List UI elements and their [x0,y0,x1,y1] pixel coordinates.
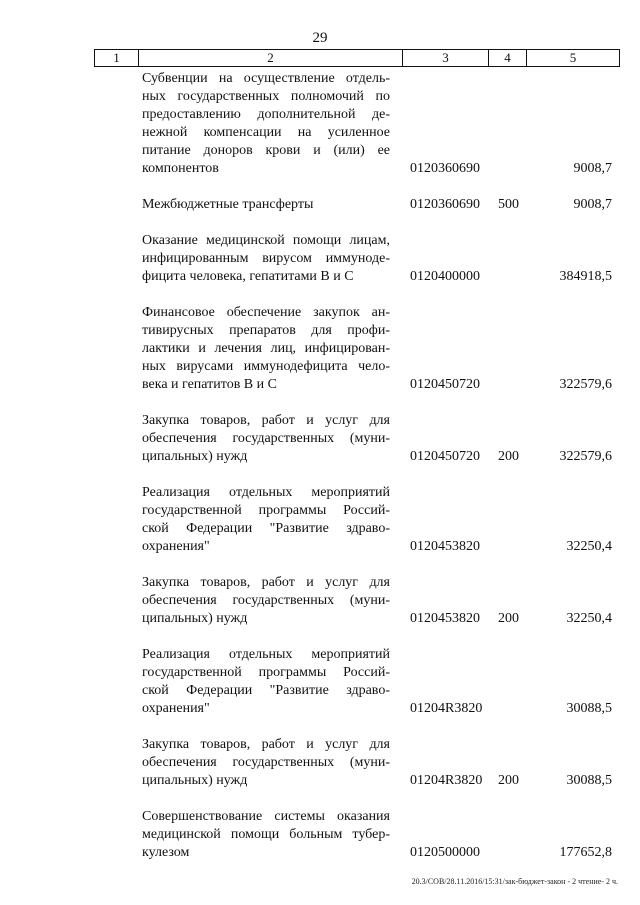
description-line: ской Федерации "Развитие здраво- [142,683,390,698]
row-description [142,304,390,394]
row-code: 0120450720 [410,377,480,392]
row-amount: 32250,4 [566,539,612,554]
row-description [142,574,390,628]
row-description [142,736,390,790]
row-amount: 322579,6 [559,377,612,392]
row-expense-type: 200 [498,611,519,626]
table-header [94,49,620,67]
row-expense-type: 500 [498,197,519,212]
row-description [142,232,390,286]
row-description [142,808,390,862]
description-line: тивирусных препаратов для профи- [142,323,390,338]
description-line: предоставлению дополнительной де- [142,107,390,122]
description-line: компонентов [142,161,219,176]
description-line: века и гепатитов В и С [142,377,277,392]
row-amount: 177652,8 [559,845,612,860]
row-code: 0120400000 [410,269,480,284]
row-amount: 30088,5 [566,701,612,716]
description-line: ных государственных полномочий по [142,89,390,104]
description-line: нежной компенсации на усиленное [142,125,390,140]
description-line: ных вирусами иммунодефицита чело- [142,359,390,374]
description-line: питание доноров крови и (или) ее [142,143,390,158]
row-amount: 9008,7 [573,197,612,212]
footer-note: 20.3/СОВ/28.11.2016/15:31/зак-бюджет-закон - 2 чтение- 2 ч. [411,877,618,886]
row-description [142,70,390,178]
description-line: Совершенствование системы оказания [142,809,390,824]
description-line: лактики и лечения лиц, инфицирован- [142,341,390,356]
description-line: охранения" [142,539,210,554]
description-line: обеспечения государственных (муни- [142,593,390,608]
row-expense-type: 200 [498,449,519,464]
description-line: Реализация отдельных мероприятий [142,647,390,662]
description-line: ципальных) нужд [142,449,248,464]
row-amount: 384918,5 [559,269,612,284]
description-line: Субвенции на осуществление отдель- [142,71,390,86]
row-description [142,484,390,556]
row-amount: 32250,4 [566,611,612,626]
row-amount: 322579,6 [559,449,612,464]
header-col-2: 2 [139,50,403,66]
description-line: обеспечения государственных (муни- [142,755,390,770]
description-line: Оказание медицинской помощи лицам, [142,233,390,248]
description-line: Закупка товаров, работ и услуг для [142,737,390,752]
description-line: кулезом [142,845,190,860]
row-expense-type: 200 [498,773,519,788]
header-col-5: 5 [569,50,577,65]
row-amount: 30088,5 [566,773,612,788]
row-code: 0120360690 [410,161,480,176]
row-description [142,646,390,718]
row-code: 01204R3820 [410,773,483,788]
row-code: 0120453820 [410,611,480,626]
description-line: Межбюджетные трансферты [142,197,314,212]
header-col-3: 3 [403,50,489,66]
row-code: 0120450720 [410,449,480,464]
description-line: медицинской помощи больным тубер- [142,827,390,842]
description-line: Реализация отдельных мероприятий [142,485,390,500]
header-col-1: 1 [95,50,139,66]
header-col-4: 4 [489,50,527,66]
description-line: Закупка товаров, работ и услуг для [142,413,390,428]
description-line: охранения" [142,701,210,716]
row-amount: 9008,7 [573,161,612,176]
description-line: инфицированным вирусом иммуноде- [142,251,390,266]
description-line: ской Федерации "Развитие здраво- [142,521,390,536]
description-line: обеспечения государственных (муни- [142,431,390,446]
page-number: 29 [312,30,328,46]
row-code: 01204R3820 [410,701,483,716]
row-description [142,196,390,214]
row-code: 0120500000 [410,845,480,860]
row-description [142,412,390,466]
description-line: государственной программы Россий- [142,503,390,518]
description-line: фицита человека, гепатитами В и С [142,269,354,284]
description-line: Финансовое обеспечение закупок ан- [142,305,390,320]
description-line: государственной программы Россий- [142,665,390,680]
row-code: 0120453820 [410,539,480,554]
description-line: ципальных) нужд [142,611,248,626]
description-line: Закупка товаров, работ и услуг для [142,575,390,590]
row-code: 0120360690 [410,197,480,212]
description-line: ципальных) нужд [142,773,248,788]
